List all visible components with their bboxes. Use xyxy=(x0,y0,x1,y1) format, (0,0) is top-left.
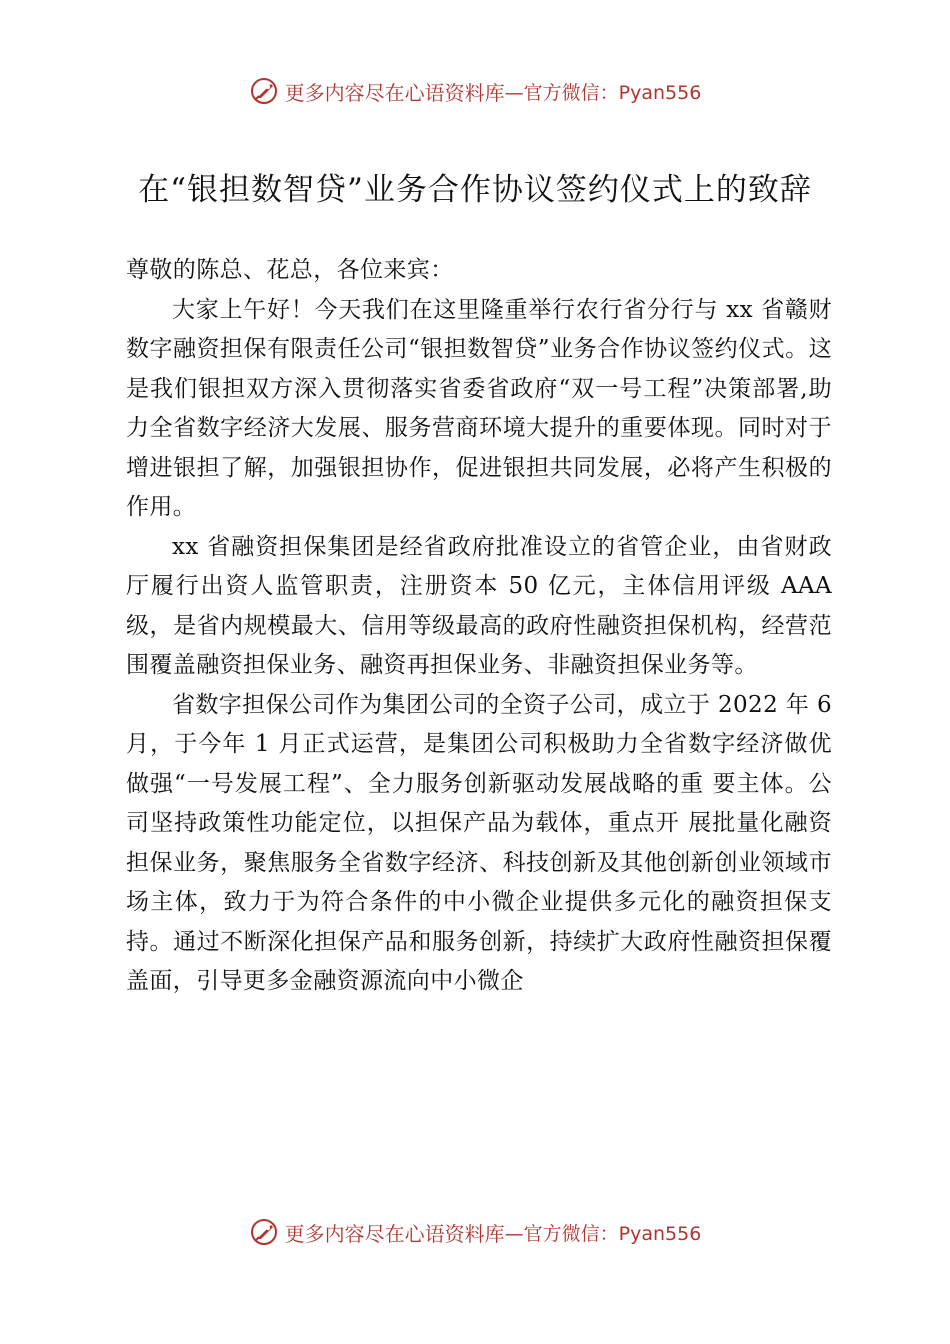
footer-brand-text: 更多内容尽在心语资料库 xyxy=(284,1221,505,1246)
feather-pen-icon xyxy=(249,76,279,106)
paragraph-1: 大家上午好！今天我们在这里隆重举行农行省分行与 xx 省赣财数字融资担保有限责任公司“银担数智贷”业务合作协议签约仪式。这是我们银担双方深入贯彻落实省委省政府“双一号工程”决策部署,助力全省数字经济大发展、服务营商环境大提升的重要体现。同时对于增进银担了解，加强银担协作，促进银担共同发展，必将产生积极的作用。 xyxy=(126,296,832,520)
salutation: 尊敬的陈总、花总，各位来宾： xyxy=(126,257,454,283)
header-watermark xyxy=(0,71,950,111)
header-brand-text: 更多内容尽在心语资料库 xyxy=(284,80,505,105)
footer-contact-text: —官方微信：Pyan556 xyxy=(504,1222,702,1245)
footer-watermark xyxy=(0,1212,950,1252)
feather-pen-icon xyxy=(249,1217,279,1247)
document-title: 在“银担数智贷”业务合作协议签约仪式上的致辞 xyxy=(138,172,812,208)
paragraph-2: xx 省融资担保集团是经省政府批准设立的省管企业，由省财政厅履行出资人监管职责，注册资本 50 亿元，主体信用评级 AAA 级，是省内规模最大、信用等级最高的政府性融资担保机构，经营范围覆盖融资担保业务、融资再担保业务、非融资担保业务等。 xyxy=(126,533,832,678)
paragraph-3: 省数字担保公司作为集团公司的全资子公司，成立于 2022 年 6 月，于今年 1 月正式运营，是集团公司积极助力全省数字经济做优做强“一号发展工程”、全力服务创新驱动发展战略的重 要主体。公司坚持政策性功能定位，以担保产品为载体，重点开 展批量化融资担保业务，聚焦服务全省数字经济、科技创新及其他创新创业领域市场主体，致力于为符合条件的中小微企业提供多元化的融资担保支持。通过不断深化担保产品和服务创新，持续扩大政府性融资担保覆盖面，引导更多金融资源流向中小微企 xyxy=(126,691,832,994)
header-contact-text: —官方微信：Pyan556 xyxy=(504,81,702,104)
document-body xyxy=(126,251,832,1002)
